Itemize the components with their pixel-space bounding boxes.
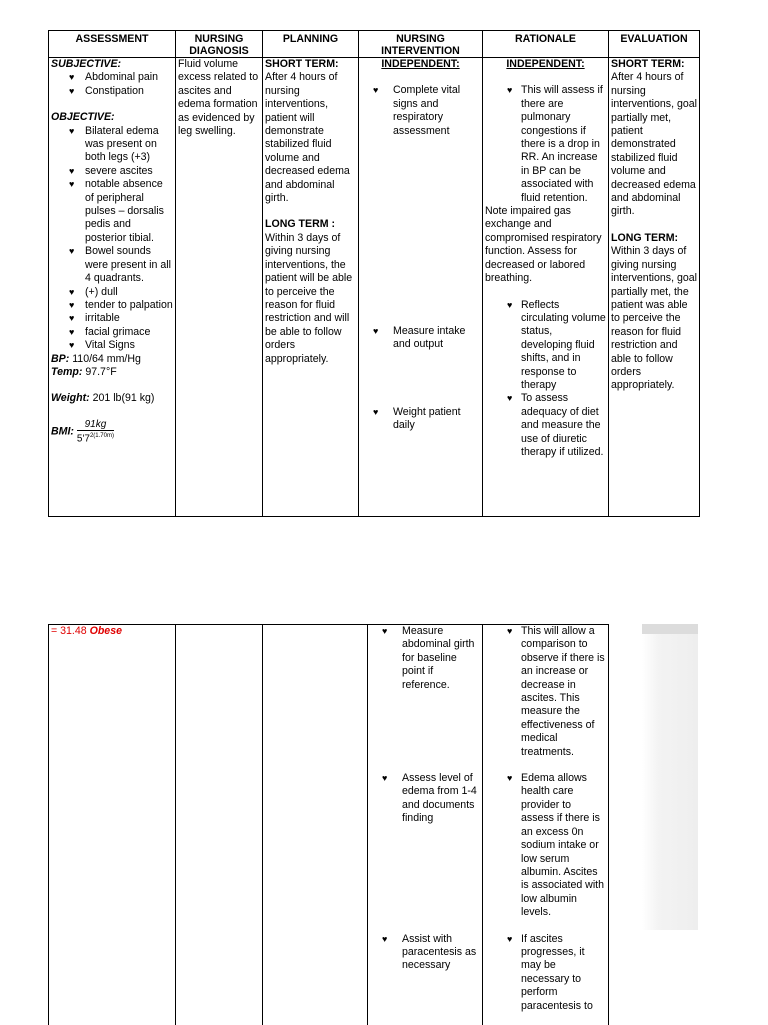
intervention-cell-continued [368,625,483,1025]
bmi-line: BMI: $\frac{91kg}{5'7^{2(1.70m)}}$ [51,418,114,445]
planning-long-label: LONG TERM : [265,218,336,231]
list-item: ♥ tender to palpation [51,299,173,312]
intervention-list [361,84,480,138]
list-item: ♥ facial grimace [51,326,173,339]
header-assessment: ASSESSMENT [49,31,176,58]
planning-cell-continued [263,625,368,1025]
list-item: ♥ Bowel sounds were present in all 4 quadrants. [51,245,173,285]
page-shadow [642,624,698,930]
list-item: ♥ (+) dull [51,286,173,299]
list-item: ♥ Vital Signs [51,339,173,352]
subjective-label: SUBJECTIVE: [51,58,122,70]
list-item: ♥ To assess adequacy of diet and measure the use of diuretic therapy if utilized. [485,392,606,459]
rationale-cell [483,58,609,517]
assessment-cell [49,58,176,517]
intervention-cell [359,58,483,517]
header-planning: PLANNING [263,31,359,58]
objective-label: OBJECTIVE: [51,111,115,124]
list-item: ♥ Reflects circulating volume status, developing fluid shifts, and in response to therapy [485,299,606,393]
rationale-note: Note impaired gas exchange and compromised respiratory function. Assess for decreased or labored breathing. [485,205,602,285]
subjective-list [51,71,173,98]
temp-line: Temp: 97.7°F [51,365,117,378]
list-item: ♥ Measure abdominal girth for baseline point if reference. [370,625,480,692]
evaluation-short-text: After 4 hours of nursing interventions, goal partially met, patient demonstrated stabilized fluid volume and decreased edema and abdominal girth. [611,71,697,218]
list-item: ♥ irritable [51,312,173,325]
list-item: ♥ Constipation [51,85,173,98]
assessment-cell-continued [49,625,176,1025]
header-nursing-diagnosis: NURSING DIAGNOSIS [176,31,263,58]
list-item: ♥ Weight patient daily [361,406,480,433]
planning-short-label: SHORT TERM: [265,58,339,70]
objective-list [51,125,173,353]
list-item: ♥ Complete vital signs and respiratory assessment [361,84,480,138]
rationale-cell-continued [483,625,609,1025]
planning-short-text: After 4 hours of nursing interventions, patient will demonstrate stabilized fluid volume and decreased edema and abdominal girth. [265,71,350,205]
planning-long-text: Within 3 days of giving nursing interventions, the patient will be able to perceive the reason for fluid restriction and will be able to follow orders appropriately. [265,231,353,365]
list-item: ♥ Edema allows health care provider to assess if there is an excess 0n sodium intake or low serum albumin. Ascites is associated with low albumin levels. [485,772,606,919]
list-item: ♥ Abdominal pain [51,71,173,84]
list-item: ♥ Assess level of edema from 1-4 and documents finding [370,772,480,826]
bp-line: BP: 110/64 mm/Hg [51,352,141,365]
diagnosis-text: Fluid volume excess related to ascites and edema formation as evidenced by leg swelling. [178,58,259,138]
list-item: ♥ This will allow a comparison to observe if there is an increase or decrease in ascites. This measure the effectiveness of medical treatments. [485,625,606,759]
planning-cell [263,58,359,517]
list-item: ♥ Assist with paracentesis as necessary [370,933,480,973]
list-item: ♥ This will assess if there are pulmonary congestions if there is a drop in RR. An increase in BP can be associated with fluid retention. [485,84,606,205]
header-evaluation: EVALUATION [609,31,700,58]
list-item: ♥ notable absence of peripheral pulses – dorsalis pedis and posterior tibial. [51,178,173,245]
intervention-label: INDEPENDENT: [381,58,460,70]
content-row [49,58,700,517]
diagnosis-cell [176,58,263,517]
header-row [49,31,700,58]
evaluation-cell [609,58,700,517]
weight-line: Weight: 201 lb(91 kg) [51,392,155,405]
list-item: ♥ If ascites progresses, it may be necessary to perform paracentesis to [485,933,606,1013]
ncp-table-page-2 [48,624,609,1025]
bmi-result: = 31.48 Obese [51,625,122,637]
list-item: ♥ Measure intake and output [361,325,480,352]
list-item: ♥ severe ascites [51,165,173,178]
header-rationale: RATIONALE [483,31,609,58]
header-nursing-intervention: NURSING INTERVENTION [359,31,483,58]
evaluation-long-text: Within 3 days of giving nursing interventions, goal partially met, the patient was able to perceive the reason for fluid restriction and able to follow orders appropriately. [611,245,697,392]
list-item: ♥ Bilateral edema was present on both legs (+3) [51,125,173,165]
content-row [49,625,609,1025]
bmi-fraction: $\frac{91kg}{5'7^{2(1.70m)}}$ [76,418,114,445]
rationale-label: INDEPENDENT: [506,58,585,70]
ncp-table-page-1 [48,30,700,517]
evaluation-long-label: LONG TERM: [611,231,679,244]
evaluation-short-label: SHORT TERM: [611,58,685,70]
diagnosis-cell-continued [176,625,263,1025]
